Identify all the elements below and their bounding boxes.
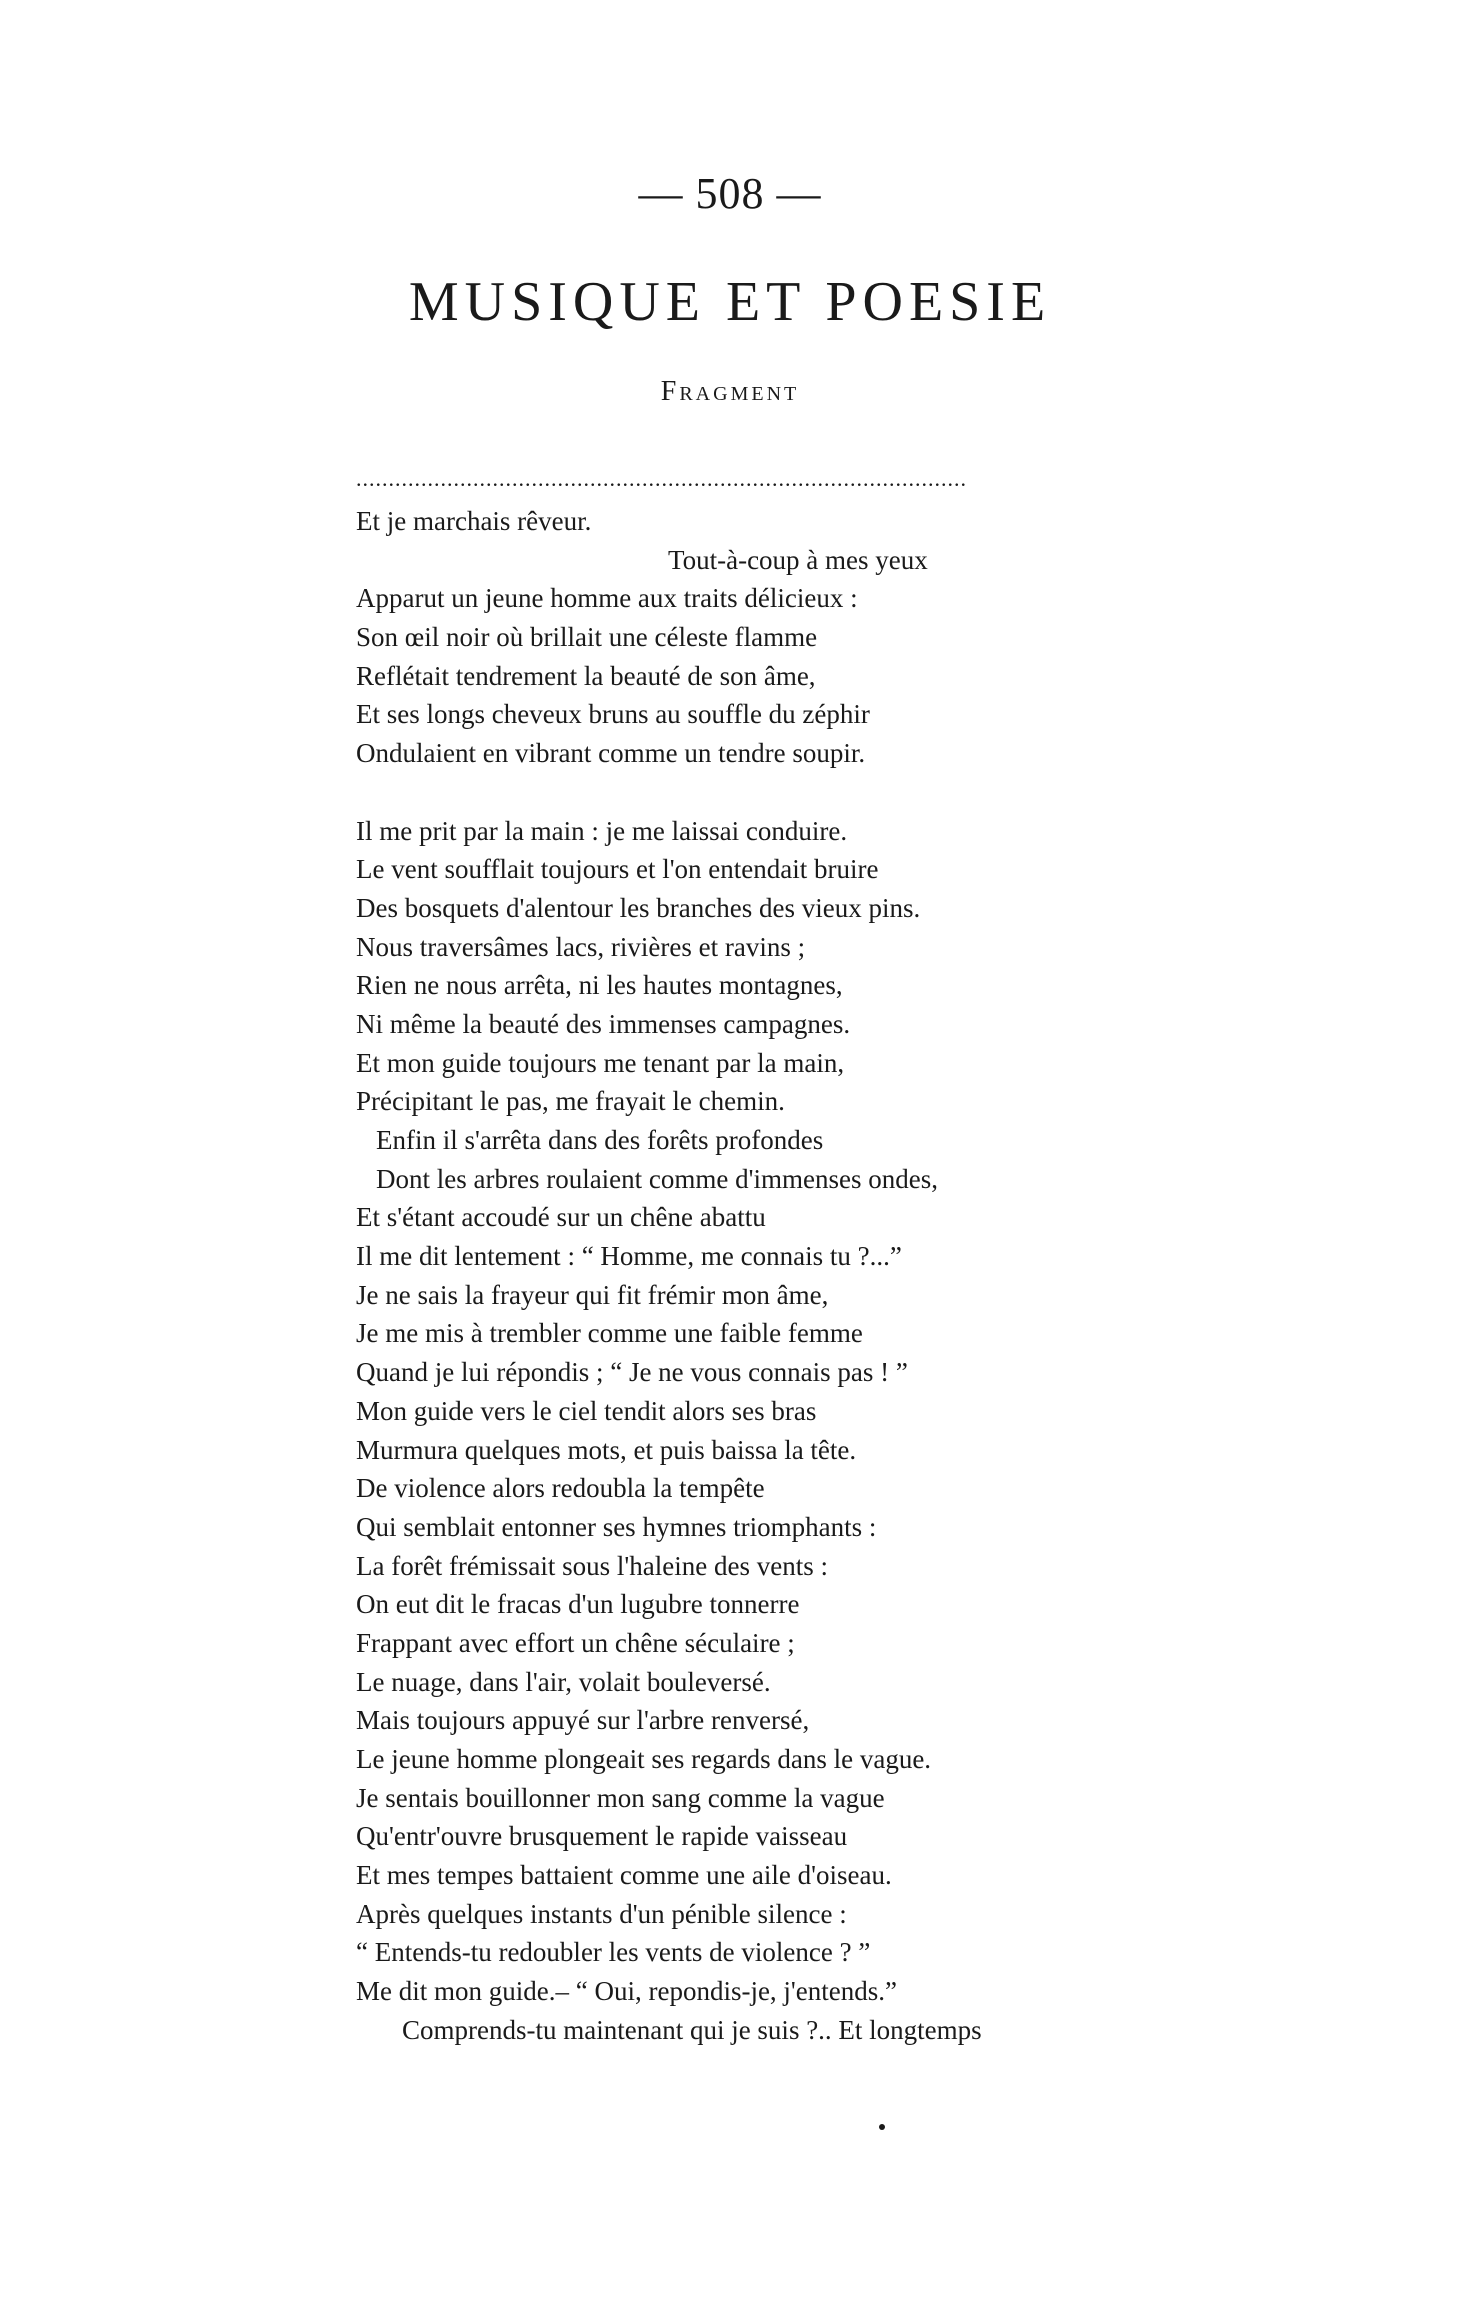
- poem-line: De violence alors redoubla la tempête: [356, 1473, 765, 1504]
- page-title: MUSIQUE ET POESIE: [408, 271, 1052, 333]
- poem-line: Mais toujours appuyé sur l'arbre renversé,: [356, 1705, 810, 1736]
- poem-line: Il me prit par la main : je me laissai conduire.: [356, 815, 848, 846]
- poem-line: On eut dit le fracas d'un lugubre tonnerre: [356, 1589, 800, 1620]
- poem-line: Je ne sais la frayeur qui fit frémir mon âme,: [356, 1279, 829, 1310]
- poem-line: Frappant avec effort un chêne séculaire ;: [356, 1627, 795, 1658]
- poem-line: Et mes tempes battaient comme une aile d'oiseau.: [356, 1860, 892, 1891]
- poem-line: Précipitant le pas, me frayait le chemin.: [356, 1086, 785, 1117]
- poem-line: Après quelques instants d'un pénible silence :: [356, 1898, 847, 1929]
- poem-line: Me dit mon guide.– “ Oui, repondis-je, j'entends.”: [356, 1976, 898, 2007]
- dotted-separator: ..............................................................................................: [356, 466, 967, 491]
- poem-line: Qu'entr'ouvre brusquement le rapide vaisseau: [356, 1821, 848, 1852]
- poem-line: Murmura quelques mots, et puis baissa la tête.: [356, 1434, 857, 1465]
- poem-line: Et ses longs cheveux bruns au souffle du zéphir: [356, 699, 870, 730]
- ink-dot: [879, 2124, 885, 2130]
- poem-line: Et je marchais rêveur.: [356, 506, 592, 536]
- page-number: — 508 —: [638, 169, 822, 218]
- poem-line: Tout-à-coup à mes yeux: [668, 544, 928, 575]
- poem-line: Ni même la beauté des immenses campagnes.: [356, 1008, 851, 1039]
- poem-line: Je sentais bouillonner mon sang comme la vague: [356, 1782, 885, 1813]
- poem-line: Ondulaient en vibrant comme un tendre soupir.: [356, 738, 866, 769]
- poem-line: Reflétait tendrement la beauté de son âme,: [356, 660, 816, 691]
- poem-line: Le jeune homme plongeait ses regards dans le vague.: [356, 1744, 932, 1774]
- poem-line: Comprends-tu maintenant qui je suis ?.. Et longtemps: [402, 2014, 982, 2045]
- poem-line: Le vent soufflait toujours et l'on entendait bruire: [356, 854, 879, 885]
- poem-line: La forêt frémissait sous l'haleine des vents :: [356, 1550, 828, 1581]
- poem-line: Mon guide vers le ciel tendit alors ses bras: [356, 1395, 817, 1426]
- poem-line: Son œil noir où brillait une céleste flamme: [356, 622, 818, 653]
- poem-line: “ Entends-tu redoubler les vents de violence ? ”: [356, 1937, 871, 1968]
- poem-body: [356, 502, 1156, 2050]
- poem-line: Des bosquets d'alentour les branches des vieux pins.: [356, 892, 921, 923]
- poem-line: Nous traversâmes lacs, rivières et ravins ;: [356, 931, 806, 962]
- subtitle: Fragment: [660, 376, 800, 407]
- stanza-break: [356, 773, 1156, 812]
- poem-line: Enfin il s'arrêta dans des forêts profondes: [376, 1125, 824, 1155]
- poem-line: Et mon guide toujours me tenant par la main,: [356, 1047, 845, 1078]
- poem-line: Je me mis à trembler comme une faible femme: [356, 1318, 863, 1349]
- poem-line: Et s'étant accoudé sur un chêne abattu: [356, 1202, 766, 1233]
- poem-line: Quand je lui répondis ; “ Je ne vous connais pas ! ”: [356, 1357, 908, 1388]
- poem-line: Rien ne nous arrêta, ni les hautes montagnes,: [356, 970, 843, 1001]
- poem-line: Apparut un jeune homme aux traits délicieux :: [356, 583, 858, 614]
- poem-line: Le nuage, dans l'air, volait bouleversé.: [356, 1666, 771, 1697]
- poem-line: Qui semblait entonner ses hymnes triomphants :: [356, 1511, 877, 1542]
- poem-line: Dont les arbres roulaient comme d'immenses ondes,: [376, 1163, 938, 1194]
- poem-line: Il me dit lentement : “ Homme, me connais tu ?...”: [356, 1241, 902, 1272]
